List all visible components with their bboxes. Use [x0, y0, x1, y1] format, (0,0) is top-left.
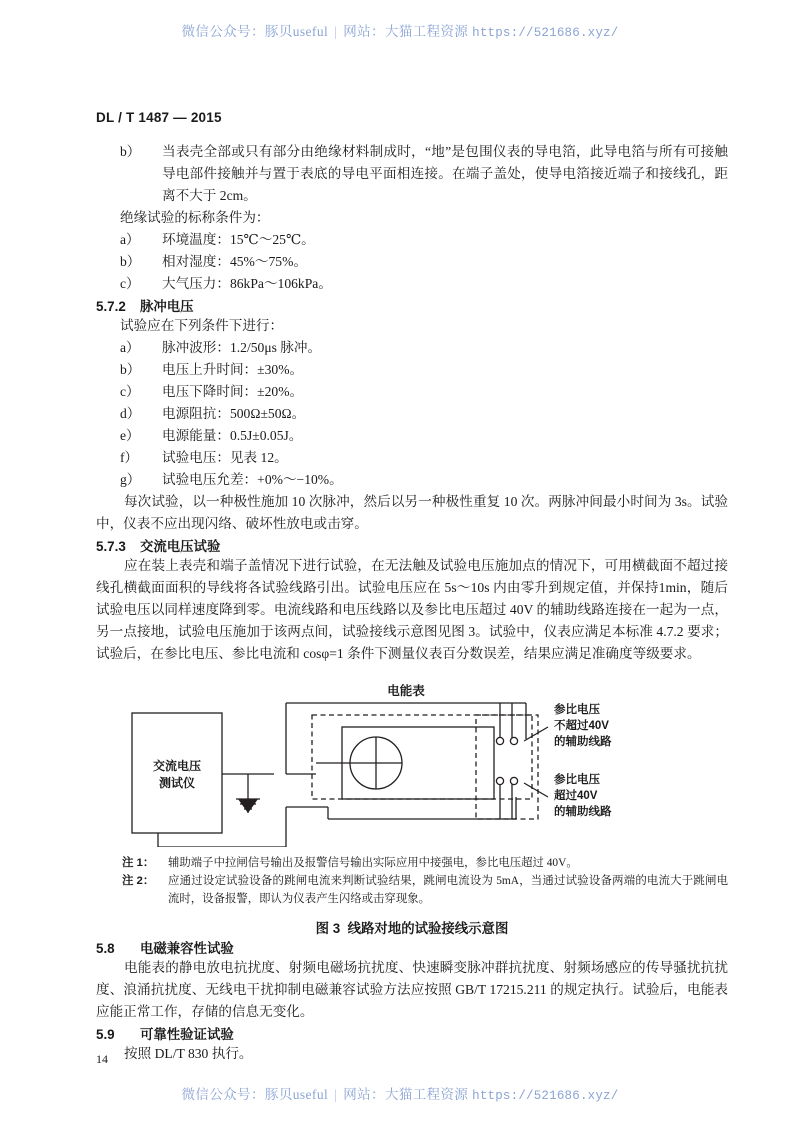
list-item-text: 环境温度：15℃～25℃。	[162, 232, 315, 248]
watermark-wechat: 微信公众号：豚贝useful	[181, 1087, 329, 1102]
ground-triangle	[238, 799, 258, 813]
callout-leader-upper	[524, 727, 548, 741]
terminal-circle-upper-right	[510, 738, 517, 745]
list-marker: b）	[120, 254, 141, 270]
list-marker: a）	[120, 232, 140, 248]
list-item-text: 大气压力：86kPa～106kPa。	[162, 276, 332, 292]
list-item-text: 试验电压允差：+0%～−10%。	[162, 472, 343, 488]
clause-number: 5.7.3	[96, 539, 126, 555]
pulse-item-b	[96, 359, 728, 381]
wiring-diagram-svg	[96, 679, 728, 847]
pulse-item-d	[96, 403, 728, 425]
clause-heading-5-7-2	[96, 296, 728, 315]
clause-5-7-3-body: 应在装上表壳和端子盖情况下进行试验，在无法触及试验电压施加点的情况下，可用横截面不超过接线孔横截面面积的导线将各试验线路引出。试验电压应在 5s～10s 内由零升到规定值，并保持1min，随后试验电压以同样速度降到零。电流线路和电压线路以及参比电压超过 40V 的辅助线路连接在一起为一点，另一点接地，试验电压施加于该两点间，试验接线示意图见图 3。试验中，仪表应满足本标准 4.7.2 要求；试验后，在参比电压、参比电流和 cosφ=1 条件下测量仪表百分数误差，结果应满足准确度等级要求。	[96, 558, 728, 662]
clause-title: 电磁兼容性试验	[140, 941, 234, 957]
callout-upper-line1: 参比电压	[554, 704, 600, 717]
watermark-url: https://521686.xyz/	[472, 26, 619, 40]
list-marker: c）	[120, 384, 140, 400]
watermark-top	[0, 20, 800, 40]
figure-note-2	[122, 873, 728, 908]
list-item-b	[96, 141, 728, 207]
insulation-condition-b	[96, 251, 728, 273]
standard-header: DL / T 1487 — 2015	[96, 110, 222, 125]
figure-caption-text: 线路对地的试验接线示意图	[347, 921, 509, 937]
list-marker: d）	[120, 406, 141, 422]
tester-box	[132, 713, 222, 833]
callout-lower-line1: 参比电压	[554, 774, 600, 787]
figure-notes	[96, 855, 728, 908]
list-item-text: 当表壳全部或只有部分由绝缘材料制成时，“地”是包围仪表的导电箔，此导电箔与所有可接触导电部件接触并与置于表底的导电平面相连接。在端子盖处，使导电箔接近端子和接线孔，距离不大于 2cm。	[162, 144, 728, 204]
list-item-text: 脉冲波形：1.2/50μs 脉冲。	[162, 340, 322, 356]
pulse-item-a	[96, 337, 728, 359]
terminal-circle-lower-left	[496, 778, 503, 785]
watermark-site: 网站：大猫工程资源	[343, 24, 469, 39]
insulation-condition-a	[96, 229, 728, 251]
list-item-text: 电源能量：0.5J±0.05J。	[162, 428, 303, 444]
list-marker: c）	[120, 276, 140, 292]
clause-number: 5.8	[96, 941, 115, 957]
note-text: 辅助端子中拉闸信号输出及报警信号输出实际应用中接强电，参比电压超过 40V。	[168, 857, 578, 870]
clause-number: 5.9	[96, 1027, 115, 1043]
pulse-item-c	[96, 381, 728, 403]
list-marker: a）	[120, 340, 140, 356]
pulse-item-g	[96, 469, 728, 491]
callout-lower-line3: 的辅助线路	[554, 806, 612, 819]
list-item-text: 电源阻抗：500Ω±50Ω。	[162, 406, 306, 422]
figure-caption	[96, 918, 728, 937]
note-label: 注 2：	[122, 875, 155, 888]
watermark-separator: |	[334, 1087, 338, 1102]
clause-heading-5-9	[96, 1024, 728, 1043]
list-marker: f）	[120, 450, 139, 466]
list-item-text: 相对湿度：45%～75%。	[162, 254, 307, 270]
note-text: 应通过设定试验设备的跳闸电流来判断试验结果，跳闸电流设为 5mA，当通过试验设备两端的电流大于跳闸电流时，设备报警，即认为仪表产生闪络或击穿现象。	[168, 875, 728, 905]
watermark-url: https://521686.xyz/	[472, 1089, 619, 1103]
clause-title: 可靠性验证试验	[140, 1027, 234, 1043]
pulse-item-f	[96, 447, 728, 469]
clause-title: 脉冲电压	[140, 299, 194, 315]
insulation-condition-c	[96, 273, 728, 295]
figure-caption-number: 图 3	[315, 921, 341, 937]
page-number: 14	[96, 1052, 108, 1066]
clause-5-7-2-intro: 试验应在下列条件下进行：	[120, 318, 284, 334]
list-marker: g）	[120, 472, 141, 488]
terminal-dashed-box	[476, 715, 538, 819]
clause-5-8-body: 电能表的静电放电抗扰度、射频电磁场抗扰度、快速瞬变脉冲群抗扰度、射频场感应的传导骚扰抗扰度、浪涌抗扰度、无线电干扰抑制电磁兼容试验方法应按照 GB/T 17215.211 的规定执行。试验后，电能表应能正常工作，存储的信息无变化。	[96, 960, 728, 1020]
tester-label-line2: 测试仪	[158, 776, 196, 791]
clause-heading-5-8	[96, 938, 728, 957]
callout-leader-lower	[524, 783, 548, 797]
list-item-text: 电压下降时间：±20%。	[162, 384, 304, 400]
watermark-separator: |	[334, 24, 338, 39]
watermark-bottom	[0, 1083, 800, 1103]
meter-label: 电能表	[387, 684, 425, 699]
clause-number: 5.7.2	[96, 299, 126, 315]
callout-upper-line2: 不超过40V	[554, 720, 609, 733]
clause-5-9-body: 按照 DL/T 830 执行。	[124, 1046, 253, 1062]
list-item-text: 试验电压：见表 12。	[162, 450, 288, 466]
clause-5-7-2-closing: 每次试验，以一种极性施加 10 次脉冲，然后以另一种极性重复 10 次。两脉冲间最小时间为 3s。试验中，仪表不应出现闪络、破坏性放电或击穿。	[96, 494, 728, 532]
list-marker: b）	[120, 144, 141, 159]
terminal-circle-lower-right	[510, 778, 517, 785]
page-content	[96, 110, 728, 1065]
figure-3-wiring-diagram	[96, 679, 728, 849]
note-label: 注 1：	[122, 857, 155, 870]
clause-heading-5-7-3	[96, 536, 728, 555]
terminal-circle-upper-left	[496, 738, 503, 745]
watermark-site: 网站：大猫工程资源	[343, 1087, 469, 1102]
figure-note-1	[122, 855, 728, 873]
insulation-intro: 绝缘试验的标称条件为：	[120, 210, 270, 226]
callout-lower-line2: 超过40V	[554, 790, 598, 803]
list-item-text: 电压上升时间：±30%。	[162, 362, 304, 378]
list-marker: e）	[120, 428, 140, 444]
callout-upper-line3: 的辅助线路	[554, 736, 612, 749]
clause-title: 交流电压试验	[140, 539, 221, 555]
pulse-item-e	[96, 425, 728, 447]
watermark-wechat: 微信公众号：豚贝useful	[181, 24, 329, 39]
list-marker: b）	[120, 362, 141, 378]
tester-label-line1: 交流电压	[152, 759, 202, 774]
